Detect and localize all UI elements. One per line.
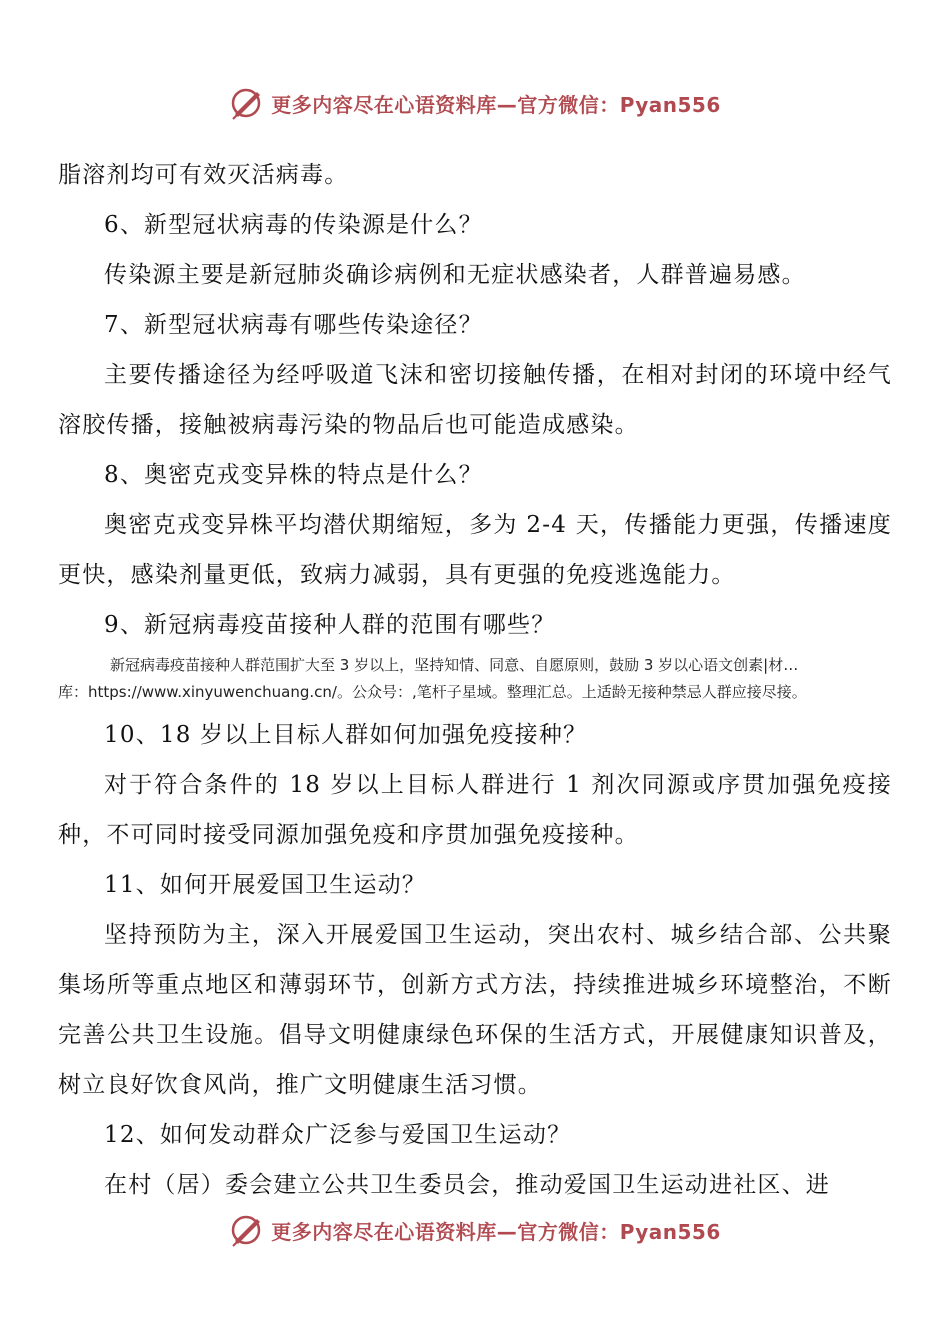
- watermark-text: 更多内容尽在心语资料库—官方微信：Pyan556: [271, 1219, 721, 1244]
- paragraph: 脂溶剂均可有效灭活病毒。: [58, 162, 349, 188]
- pen-logo-icon: [229, 1213, 265, 1247]
- answer-paragraph: 传染源主要是新冠肺炎确诊病例和无症状感染者，人群普遍易感。: [104, 262, 806, 288]
- pen-logo-icon: [229, 86, 265, 120]
- question-heading: 9、新冠病毒疫苗接种人群的范围有哪些？: [104, 612, 556, 638]
- watermark-text: 更多内容尽在心语资料库—官方微信：Pyan556: [271, 92, 721, 117]
- question-heading: 8、奥密克戎变异株的特点是什么？: [104, 462, 483, 488]
- header-watermark: [0, 86, 950, 120]
- small-note-line-1: 新冠病毒疫苗接种人群范围扩大至 3 岁以上，坚持知情、同意、自愿原则，鼓励 3 岁以心语文创素|材…: [110, 656, 799, 674]
- small-answer-note: [58, 652, 892, 706]
- document-body: [58, 150, 892, 1210]
- question-heading: 6、新型冠状病毒的传染源是什么？: [104, 212, 483, 238]
- answer-paragraph: 在村（居）委会建立公共卫生委员会，推动爱国卫生运动进社区、进: [104, 1172, 830, 1198]
- question-heading: 10、18 岁以上目标人群如何加强免疫接种？: [104, 722, 588, 748]
- answer-paragraph: 奥密克戎变异株平均潜伏期缩短，多为 2-4 天，传播能力更强，传播速度更快，感染剂量更低，致病力减弱，具有更强的免疫逃逸能力。: [58, 512, 892, 588]
- answer-paragraph: 对于符合条件的 18 岁以上目标人群进行 1 剂次同源或序贯加强免疫接种，不可同时接受同源加强免疫和序贯加强免疫接种。: [58, 772, 892, 848]
- question-heading: 12、如何发动群众广泛参与爱国卫生运动？: [104, 1122, 572, 1148]
- footer-watermark: [0, 1213, 950, 1247]
- small-note-line-2: 库：https://www.xinyuwenchuang.cn/。公众号：,笔杆子星域。整理汇总。上适龄无接种禁忌人群应接尽接。: [58, 683, 807, 701]
- answer-paragraph: 坚持预防为主，深入开展爱国卫生运动，突出农村、城乡结合部、公共聚集场所等重点地区和薄弱环节，创新方式方法，持续推进城乡环境整治，不断完善公共卫生设施。倡导文明健康绿色环保的生活方式，开展健康知识普及，树立良好饮食风尚，推广文明健康生活习惯。: [58, 922, 892, 1098]
- question-heading: 7、新型冠状病毒有哪些传染途径？: [104, 312, 483, 338]
- answer-paragraph: 主要传播途径为经呼吸道飞沫和密切接触传播，在相对封闭的环境中经气溶胶传播，接触被病毒污染的物品后也可能造成感染。: [58, 362, 892, 438]
- question-heading: 11、如何开展爱国卫生运动？: [104, 872, 427, 898]
